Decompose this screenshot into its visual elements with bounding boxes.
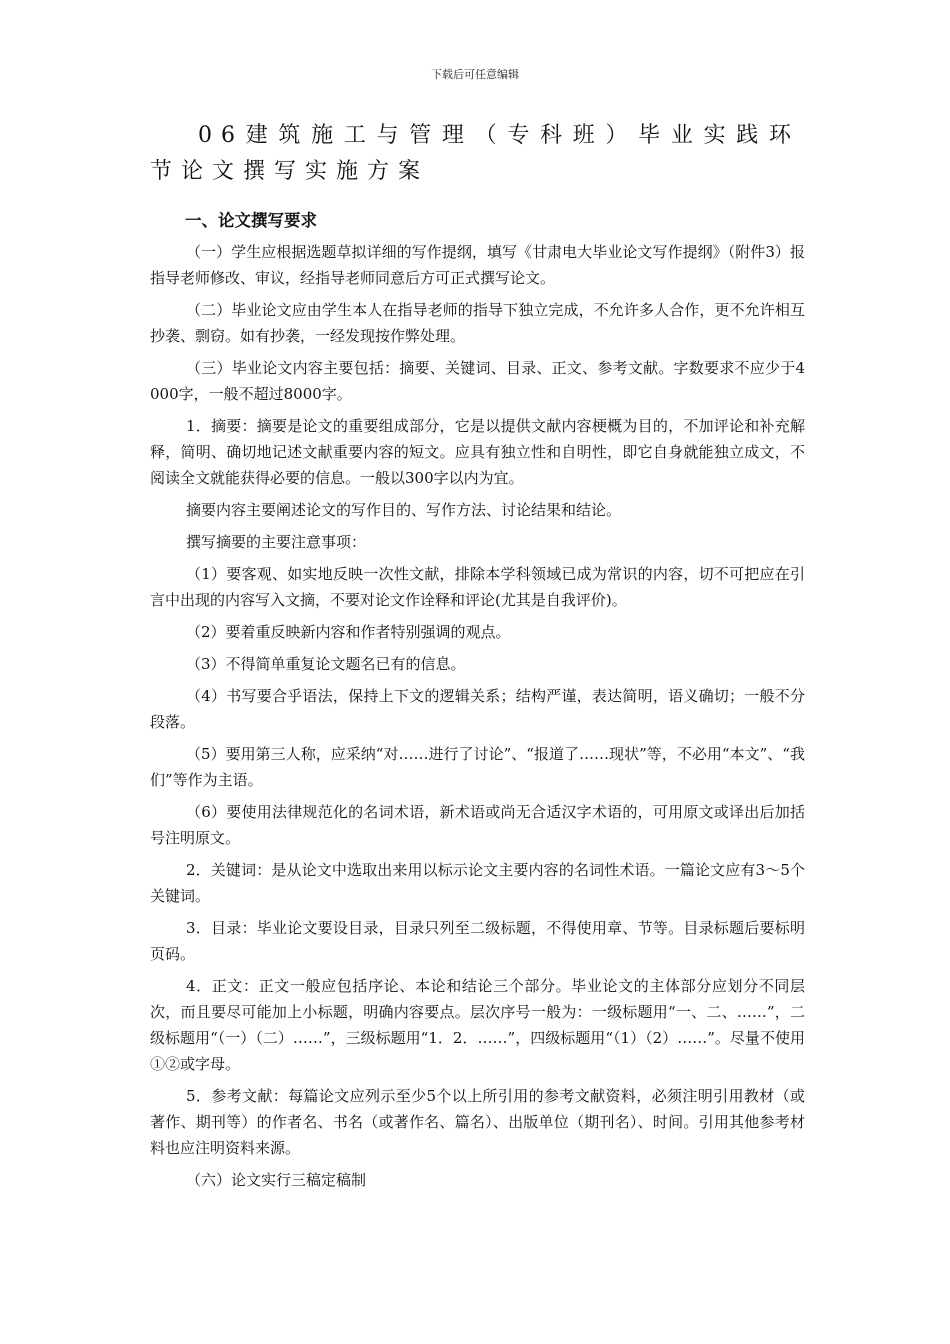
paragraph: （6）要使用法律规范化的名词术语，新术语或尚无合适汉字术语的，可用原文或译出后加括号注明原文。 [150, 803, 805, 847]
paragraph: 4．正文：正文一般应包括序论、本论和结论三个部分。毕业论文的主体部分应划分不同层次，而且要尽可能加上小标题，明确内容要点。层次序号一般为：一级标题用“一、二、……”，二级标题用“（一）（二）……”，三级标题用“1．2．……”，四级标题用“（1）（2）……”。尽量不使用①②或字母。 [150, 977, 805, 1073]
paragraph: 1．摘要：摘要是论文的重要组成部分，它是以提供文献内容梗概为目的，不加评论和补充解释，简明、确切地记述文献重要内容的短文。应具有独立性和自明性，即它自身就能独立成文，不阅读全文就能获得必要的信息。一般以300字以内为宜。 [150, 417, 805, 487]
page-header-note: 下载后可任意编辑 [431, 68, 519, 81]
paragraph: （5）要用第三人称，应采纳“对……进行了讨论”、“报道了……现状”等，不必用“本文”、“我们”等作为主语。 [150, 745, 805, 789]
paragraph: （2）要着重反映新内容和作者特别强调的观点。 [186, 623, 511, 641]
paragraph: 撰写摘要的主要注意事项： [186, 533, 367, 551]
paragraph: （3）不得简单重复论文题名已有的信息。 [186, 655, 466, 673]
paragraph: 3．目录：毕业论文要设目录，目录只列至二级标题，不得使用章、节等。目录标题后要标明页码。 [150, 919, 805, 963]
paragraph: （二）毕业论文应由学生本人在指导老师的指导下独立完成，不允许多人合作，更不允许相互抄袭、剽窃。如有抄袭，一经发现按作弊处理。 [150, 301, 805, 345]
document-title: 06建筑施工与管理（专科班）毕业实践环节论文撰写实施方案 [150, 123, 800, 184]
paragraph: 5．参考文献：每篇论文应列示至少5个以上所引用的参考文献资料，必须注明引用教材（或著作、期刊等）的作者名、书名（或著作名、篇名）、出版单位（期刊名）、时间。引用其他参考材料也应注明资料来源。 [150, 1087, 805, 1157]
paragraph: （六）论文实行三稿定稿制 [186, 1171, 367, 1189]
paragraph: （三）毕业论文内容主要包括：摘要、关键词、目录、正文、参考文献。字数要求不应少于4000字，一般不超过8000字。 [150, 359, 805, 403]
paragraph: 摘要内容主要阐述论文的写作目的、写作方法、讨论结果和结论。 [186, 501, 622, 519]
document-body [150, 208, 805, 1199]
paragraph: （一）学生应根据选题草拟详细的写作提纲，填写《甘肃电大毕业论文写作提纲》（附件3）报指导老师修改、审议，经指导老师同意后方可正式撰写论文。 [150, 243, 805, 287]
section-heading: 一、论文撰写要求 [185, 211, 317, 230]
paragraph: 2．关键词：是从论文中选取出来用以标示论文主要内容的名词性术语。一篇论文应有3～5个关键词。 [150, 861, 805, 905]
paragraph: （1）要客观、如实地反映一次性文献，排除本学科领域已成为常识的内容，切不可把应在引言中出现的内容写入文摘，不要对论文作诠释和评论(尤其是自我评价)。 [150, 565, 805, 609]
paragraph: （4）书写要合乎语法，保持上下文的逻辑关系；结构严谨，表达简明，语义确切；一般不分段落。 [150, 687, 805, 731]
